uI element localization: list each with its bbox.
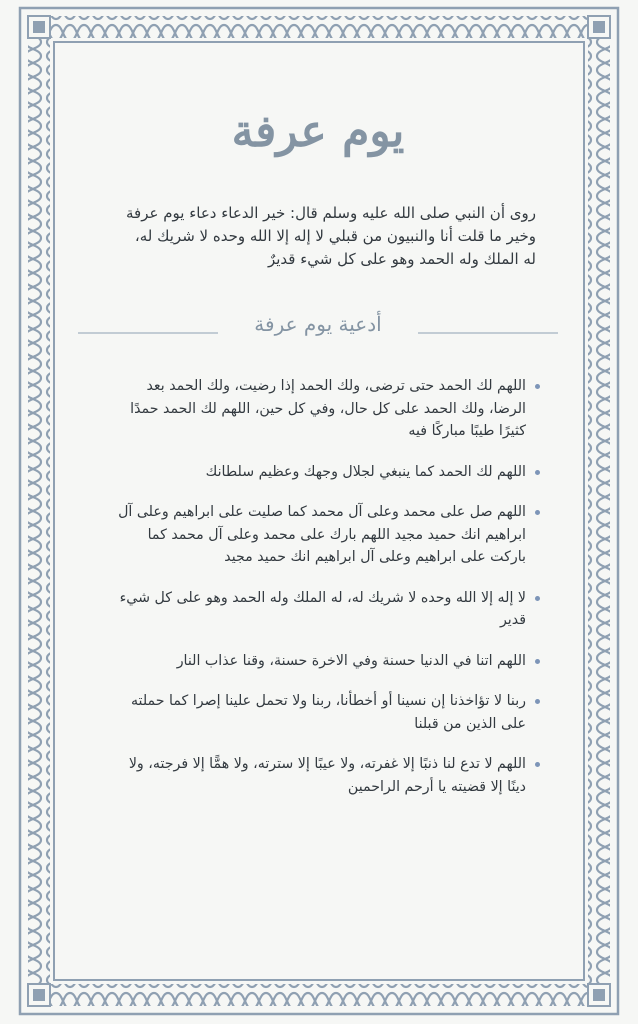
bullet-icon bbox=[535, 470, 540, 475]
intro-paragraph: روى أن النبي صلى الله عليه وسلم قال: خير الدعاء دعاء يوم عرفة وخير ما قلت أنا والنبيون من قبلي لا إله إلا الله وحده لا شريك له، له الملك وله الحمد وهو على كل شيء قديرٌ bbox=[126, 204, 536, 268]
list-item bbox=[116, 753, 540, 798]
bullet-icon bbox=[535, 384, 540, 389]
list-item bbox=[116, 501, 540, 569]
page-title: يوم عرفة bbox=[231, 106, 405, 157]
dua-text: اللهم لك الحمد كما ينبغي لجلال وجهك وعظيم سلطانك bbox=[205, 463, 526, 480]
dua-text: اللهم صل على محمد وعلى آل محمد كما صليت على ابراهيم وعلى آل ابراهيم انك حميد مجيد اللهم بارك على محمد وعلى آل محمد كما باركت على ابراهيم وعلى آل ابراهيم انك حميد مجيد bbox=[118, 504, 526, 565]
list-item bbox=[116, 650, 540, 673]
bullet-icon bbox=[535, 510, 540, 515]
dua-text: لا إله إلا الله وحده لا شريك له، له الملك وله الحمد وهو على كل شيء قدير bbox=[119, 589, 526, 628]
bullet-icon bbox=[535, 762, 540, 767]
list-item bbox=[116, 461, 540, 484]
dua-text: اللهم لك الحمد حتى ترضى، ولك الحمد إذا رضيت، ولك الحمد بعد الرضا، ولك الحمد على كل حال، وفي كل حين، اللهم لك الحمد حمدًا كثيرًا طيبًا مباركًا فيه bbox=[130, 378, 526, 439]
dua-text: اللهم لا تدع لنا ذنبًا إلا غفرته، ولا عيبًا إلا سترته، ولا همًّا إلا فرجته، ولا دينًا إلا قضيته يا أرحم الراحمين bbox=[128, 756, 526, 795]
list-item bbox=[116, 690, 540, 735]
bullet-icon bbox=[535, 659, 540, 664]
list-item bbox=[116, 375, 540, 443]
dua-text: اللهم اتنا في الدنيا حسنة وفي الاخرة حسنة، وقنا عذاب النار bbox=[176, 652, 526, 669]
section-subtitle: أدعية يوم عرفة bbox=[218, 310, 418, 338]
dua-list bbox=[116, 375, 540, 816]
dua-text: ربنا لا تؤاخذنا إن نسينا أو أخطأنا، ربنا ولا تحمل علينا إصرا كما حملته على الذين من قبلنا bbox=[130, 693, 526, 732]
content bbox=[68, 70, 568, 950]
list-item bbox=[116, 587, 540, 632]
bullet-icon bbox=[535, 699, 540, 704]
bullet-icon bbox=[535, 596, 540, 601]
